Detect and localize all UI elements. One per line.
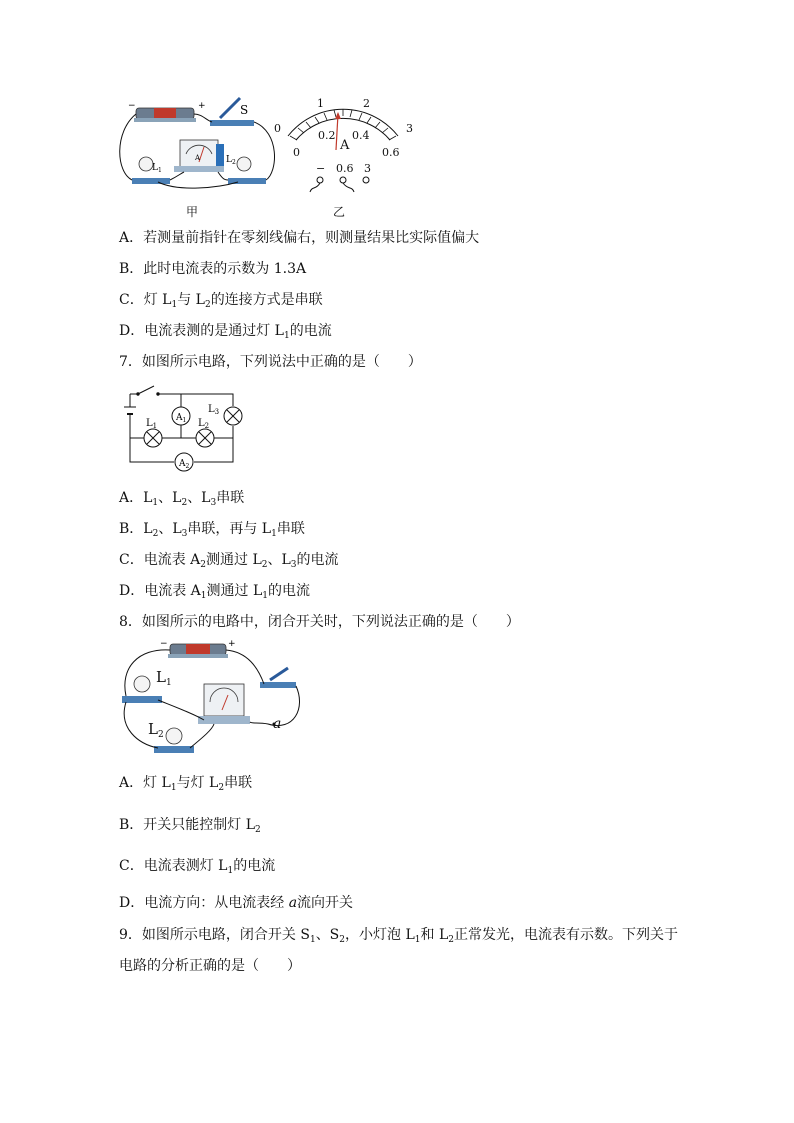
svg-text:A1: $A_1$ <box>176 413 187 424</box>
q8-stem: 8．如图所示的电路中，闭合开关时，下列说法正确的是（ ） <box>119 614 520 630</box>
svg-text:L2: $L_2$ <box>198 418 210 430</box>
dial-top-2: 2 <box>363 97 370 110</box>
svg-text:+: + <box>228 639 236 649</box>
svg-text:+: + <box>198 101 206 111</box>
svg-text:L1: $L_1$ <box>146 418 158 430</box>
dial-bottom-02: 0.2 <box>318 129 336 142</box>
terminal-wires <box>268 92 418 217</box>
q8-label-a: a <box>273 716 282 732</box>
figure-q7-circuit <box>118 382 248 474</box>
dial-unit-letter: A <box>340 138 350 153</box>
dial-top-0: 0 <box>274 122 281 135</box>
svg-text:−: − <box>128 101 136 111</box>
svg-text:L2: $L_2$ <box>226 155 236 166</box>
figure-q6-circuit <box>118 92 278 217</box>
q8-label-l2: $L_2$ <box>148 720 164 740</box>
figure-label-jia: 甲 <box>186 205 199 219</box>
figure-q6-ammeter-dial <box>268 92 418 217</box>
dial-bottom-0: 0 <box>293 146 300 159</box>
q9-stem-line2: 电路的分析正确的是（ ） <box>119 958 301 974</box>
svg-text:L1: $L_1$ <box>152 163 162 174</box>
q8-label-l1: $L_1$ <box>156 668 172 688</box>
q7-option-d: D．电流表 $A_1$测通过 $L_1$的电流 <box>119 583 311 601</box>
svg-text:A: A <box>195 154 201 162</box>
q6-option-c: C．灯 $L_1$与 $L_2$的连接方式是串联 <box>119 292 323 310</box>
terminal-3: 3 <box>364 162 371 175</box>
dial-bottom-06: 0.6 <box>382 146 400 159</box>
q7-option-b: B．$L_2$、$L_3$串联，再与 $L_1$串联 <box>119 521 305 539</box>
figure-label-yi: 乙 <box>333 205 346 219</box>
q7-option-a: A．$L_1$、$L_2$、$L_3$串联 <box>119 490 245 508</box>
svg-text:−: − <box>160 639 168 649</box>
terminal-06: 0.6 <box>336 162 354 175</box>
q7-stem: 7．如图所示电路，下列说法中正确的是（ ） <box>119 354 422 370</box>
circuit-diagram-q7 <box>118 382 248 474</box>
q6-option-b: B．此时电流表的示数为 1.3A <box>119 261 307 277</box>
dial-top-3: 3 <box>406 122 413 135</box>
svg-text:L3: $L_3$ <box>208 404 220 416</box>
q8-option-a: A．灯 $L_1$与灯 $L_2$串联 <box>119 775 253 793</box>
terminal-minus: − <box>316 162 326 175</box>
q9-stem-line1: 9．如图所示电路，闭合开关 $S_1$、$S_2$，小灯泡 $L_1$和 $L_2$正常发光，电流表有示数。下列关于 <box>119 927 678 945</box>
q6-option-d: D．电流表测的是通过灯 $L_1$的电流 <box>119 323 332 341</box>
svg-text:A2: $A_2$ <box>179 459 190 470</box>
q7-option-c: C．电流表 $A_2$测通过 $L_2$、$L_3$的电流 <box>119 552 339 570</box>
dial-bottom-04: 0.4 <box>352 129 370 142</box>
q8-option-b: B．开关只能控制灯 $L_2$ <box>119 817 261 835</box>
q6-option-a: A．若测量前指针在零刻线偏右，则测量结果比实际值偏大 <box>119 230 480 246</box>
circuit-illustration-q8 <box>118 638 304 756</box>
q8-option-d: D．电流方向：从电流表经 a流向开关 <box>119 895 354 911</box>
svg-text:S: S <box>240 103 249 117</box>
figure-q8-circuit <box>118 638 304 756</box>
q8-option-c: C．电流表测灯 $L_1$的电流 <box>119 858 276 876</box>
circuit-illustration-jia <box>118 92 278 217</box>
dial-top-1: 1 <box>317 97 324 110</box>
